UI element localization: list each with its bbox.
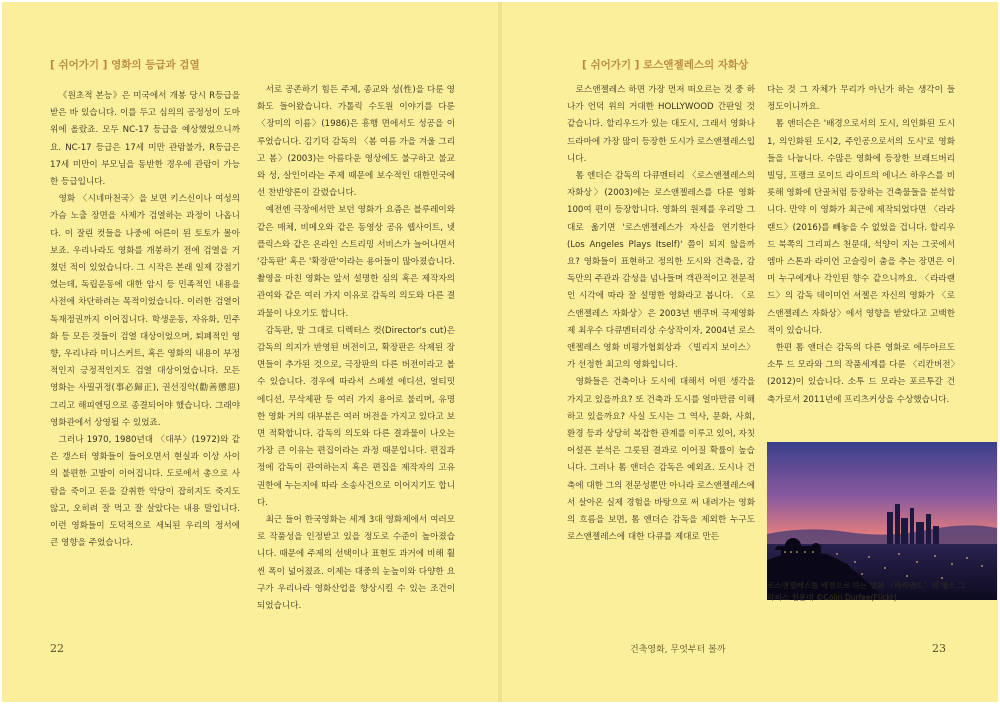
page-number: 23 [932,642,946,655]
right-page-column-1 [567,82,755,546]
paragraph: 다는 것 그 자체가 무리가 아닌가 하는 생각이 들 정도이니까요. [767,85,955,113]
paragraph: 로스앤젤레스 하면 가장 먼저 떠오르는 것 중 하나가 언덕 위의 거대한 HOLLYWOOD 간판일 것 같습니다. 할리우드가 있는 대도시, 그래서 영화나 드라마에 가장 많이 등장한 도시가 로스앤젤레스입니다. [567,85,755,164]
paragraph: 감독판, 말 그대로 디렉터스 컷(Director's cut)은 감독의 의지가 반영된 버전이고, 확장판은 삭제된 장면들이 추가된 것으로, 극장판의 다른 버전이라고 볼 수 있습니다. 경우에 따라서 스페셜 에디션, 얼티밋 에디션, 무삭제판 등 여러 가지 용어로 불리며, 유명한 영화 거의 대부분은 여러 버전을 가지고 있다고 보면 적확합니다. 감독의 의도와 다른 결과물이 나오는 가장 큰 이유는 편집이라는 과정 때문입니다. 편집과정에 감독이 관여하는지 혹은 편집을 제작자의 고유권한에 누는지에 따라 소송사건으로 이어지기도 합니다. [257,325,455,508]
griffith-observatory-photo [767,442,997,600]
page-number: 22 [50,642,64,655]
paragraph: 한편 톰 앤더슨 감독의 다른 영화로 에두아르도 소투 드 모라와 그의 작품세계를 다룬 〈리칸버전〉(2012)이 있습니다. 소투 드 모라는 포르투갈 건축가로서 2011년에 프리츠커상을 수상했습니다. [767,343,955,405]
right-page-column-2 [767,82,955,409]
paragraph: 영화 〈시네마천국〉을 보면 키스신이나 여성의 가슴 노출 장면을 사제가 검열하는 과정이 나옵니다. 이 잘린 컷들을 나중에 어른이 된 토토가 몰아 보죠. 우리나라도 영화를 개봉하기 전에 검열을 거쳤던 적이 있었습니다. 그 시작은 본래 일제 강점기였는데, 독립운동에 대한 암시 등 민족적인 내용을 사전에 차단하려는 목적이었습니다. 이러한 검열이 독재정권까지 이어집니다. 학생운동, 자유화, 민주화 등 모든 것들이 검열 대상이었으며, 퇴폐적인 영향, 우리나라 미니스커트, 혹은 영화의 내용이 부정적인지 긍정적인지도 검열 대상이었습니다. 모든 영화는 사필귀정(事必歸正), 권선징악(勸善懲惡) 그리고 해피엔딩으로 종결되어야 했습니다. 그래야 영화관에서 상영될 수 있었죠. [50,194,240,428]
paragraph: 영화들은 건축이나 도시에 대해서 어떤 생각을 가지고 있을까요? 또 건축과 도시를 얼마만큼 이해하고 있을까요? 사실 도시는 그 역사, 문화, 사회, 환경 등과 상당히 복잡한 관계를 이루고 있어, 자칫 어설픈 분석은 그릇된 결과로 이어질 확률이 높습니다. 그러나 톰 앤더슨 감독은 예외죠. 도시나 건축에 대한 그의 전문성뿐만 아니라 로스앤젤레스에서 살아온 실제 경험을 바탕으로 써 내려가는 영화의 흐름을 보면, 톰 앤더슨 감독을 제외한 누구도 로스앤젤레스에 대한 다큐를 제대로 만든 [567,377,755,543]
left-page-column-2 [257,82,455,615]
paragraph: 서로 공존하기 힘든 주제, 종교와 성(性)을 다룬 영화도 들어왔습니다. 가톨릭 수도원 이야기를 다룬 〈장미의 이름〉(1986)은 흥행 면에서도 성공을 이루었습니다. 김기덕 감독의 〈봄 여름 가을 겨울 그리고 봄〉(2003)는 아름다운 영상에도 불구하고 불교와 성, 살인이라는 주제 때문에 보수적인 대한민국에선 찬반양론이 갈렸습니다. [257,85,455,199]
running-head: 건축영화, 무엇부터 볼까 [630,645,726,655]
photo-caption: 로스앤젤레스를 배경으로 하는 영화 〈라라랜드〉의 명소 그리피스 천문대 ©Colin Durfee(Flickr) [767,581,966,602]
paragraph: 그러나 1970, 1980년대 〈대부〉(1972)와 같은 갱스터 영화들이 들어오면서 현실과 이상 사이의 불편한 고발이 이어집니다. 도로에서 총으로 사람을 죽이고 돈을 갈취한 악당이 잡히지도 죽지도 않고, 오히려 잘 먹고 잘 살았다는 내용 말입니다. 이런 영화들이 도덕적으로 세뇌된 우리의 정서에 큰 영향을 주었습니다. [50,435,240,549]
paragraph: 《원초적 본능》은 미국에서 개봉 당시 R등급을 받은 바 있습니다. 이를 두고 심의의 공정성이 도마 위에 올랐죠. 모두 NC-17 등급을 예상했었으니까요. NC-17 등급은 17세 미만 관람불가, R등급은 17세 미만이 부모님을 동반한 경우에 관람이 가능한 등급입니다. [50,91,240,188]
paragraph: 예전엔 극장에서만 보던 영화가 요즘은 블루레이와 같은 매체, 비메오와 같은 동영상 공유 웹사이트, 넷플릭스와 같은 온라인 스트리밍 서비스가 늘어나면서 '감독판' 혹은 '확장판'이라는 용어들이 많아졌습니다. 촬영을 마친 영화는 앞서 설명한 심의 혹은 제작자의 관여와 같은 여러 가지 이유로 감독의 의도와 다른 결과물이 나오기도 합니다. [257,205,455,319]
paragraph: 톰 앤더슨은 '배경으로서의 도시, 의인화된 도시1, 의인화된 도시2, 주인공으로서의 도시'로 영화들을 나눕니다. 수많은 영화에 등장한 브래드버리 빌딩, 프랭크 로이드 라이트의 에니스 하우스를 비롯해 영화에 단골처럼 등장하는 건축물들을 분석합니다. 만약 이 영화가 최근에 제작되었다면 〈라라랜드〉(2016)를 빼놓을 수 없었을 겁니다. 할리우드 북쪽의 그리피스 천문대, 석양이 지는 그곳에서 엠마 스톤과 라이언 고슬링이 춤을 추는 장면은 이미 누구에게나 각인된 향수 같으니까요. 〈라라랜드〉의 감독 데이미언 셔젤은 자신의 영화가 〈로스앤젤레스 자화상〉에서 영향을 받았다고 고백한 적이 있습니다. [767,119,955,336]
right-page-heading: [ 쉬어가기 ] 로스앤젤레스의 자화상 [582,59,749,71]
paragraph: 최근 들어 한국영화는 세계 3대 영화제에서 여러모로 작품성을 인정받고 있을 정도로 수준이 높아졌습니다. 때문에 주제의 선택이나 표현도 과거에 비해 훨씬 폭이 넓어졌죠. 이제는 대중의 눈높이와 다양한 요구가 우리나라 영화산업을 향상시킬 수 있는 조건이 되었습니다. [257,515,455,612]
left-page-heading: [ 쉬어가기 ] 영화의 등급과 검열 [50,59,200,71]
right-page [502,2,998,702]
left-page-column-1 [50,88,240,552]
left-page [2,2,498,702]
paragraph: 톰 앤더슨 감독의 다큐멘터리 〈로스앤젤레스의 자화상〉(2003)에는 로스앤젤레스를 다룬 영화 100여 편이 등장합니다. 영화의 원제를 우리말 그대로 옮기면 '로스앤젤레스가 자신을 연기한다(Los Angeles Plays Itself)' 쯤이 되지 않을까요? 영화들이 표현하고 정의한 도시와 건축을, 감독만의 주관과 감성을 넘나들며 객관적이고 전문적인 시각에 따라 잘 설명한 영화라고 봅니다. 〈로스앤젤레스 자화상〉은 2003년 밴쿠버 국제영화제 최우수 다큐멘터리상 수상작이자, 2004년 로스앤젤레스 영화 비평가협회상과 〈빌리지 보이스〉가 선정한 최고의 영화입니다. [567,171,755,371]
